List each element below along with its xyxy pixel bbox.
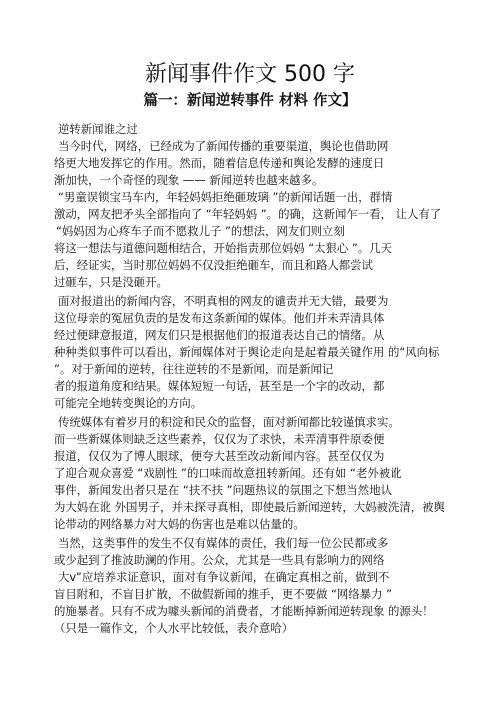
body-line: 了迎合观众喜爱 “戏剧性 ”的口味而故意扭转新闻。还有如 “老外被讹: [54, 466, 402, 480]
body-line: 激动，网友把矛头全部指向了 “年轻妈妈 ”。的确，这新闻乍一看， 让人有了: [54, 207, 442, 221]
body-line: 将这一想法与道德问题相结合，开始指责那位妈妈 “太狠心 ”。几天: [54, 241, 392, 255]
body-line: 后，经证实，当时那位妈妈不仅没拒绝砸车，而且和路人都尝试: [54, 258, 373, 272]
body-line: 传统媒体有着岁月的积淀和民众的监督，面对新闻都比较谨慎求实。: [58, 415, 400, 429]
body-line: 为大妈在讹 外国男子，并未探寻真相，即使最后新闻逆转，大妈被洗清，被舆: [54, 500, 445, 514]
section-heading: 篇一：新闻逆转事件 材料 作文】: [143, 93, 357, 109]
body-line: 的施暴者。只有不成为噱头新闻的消费者，才能断掉新闻逆转现象 的源头！: [54, 604, 434, 618]
body-line: 络更大地发挥它的作用。然而，随着信息传递和舆论发酵的速度日: [54, 156, 385, 170]
body-line: 而一些新媒体则缺乏这些素养，仅仅为了求快，未弄清事件原委便: [54, 432, 385, 446]
body-line: 可能完全地转变舆论的方向。: [54, 396, 203, 410]
body-line: 种种类似事件可以看出，新闻媒体对于舆论走向是起着最关键作用 的“风向标: [54, 345, 440, 359]
body-line: 经过便肆意报道，网友们只是根据他们的报道表达自己的情绪。从: [54, 328, 385, 342]
body-line: 当然，这类事件的发生不仅有媒体的责任，我们每一位公民都或多: [58, 536, 389, 550]
body-line: 报道，仅仅为了博人眼球，便夸大甚至改动新闻内容。甚至仅仅为: [54, 449, 385, 463]
body-line: 逆转新闻谁之过: [58, 122, 138, 136]
body-line: “妈妈因为心疼车子而不愿救儿子 ”的想法，网友们则立刻: [56, 224, 345, 238]
body-line: 过砸车，只是没砸开。: [54, 275, 168, 289]
body-line: 盲目附和，不盲目扩散，不做假新闻的推手，更不要做 “网络暴力 ”: [54, 587, 392, 601]
body-line: 这位母亲的冤屈负责的是发布这条新闻的媒体。他们并未弄清具体: [54, 311, 385, 325]
body-line: 者的报道角度和结果。媒体短短一句话，甚至是一个字的改动，都: [54, 379, 385, 393]
body-line: 论带动的网络暴力对大妈的伤害也是难以估量的。: [54, 517, 305, 531]
body-line: 大v”应培养求证意识，面对有争议新闻，在确定真相之前，做到不: [58, 570, 390, 584]
body-line: 当今时代，网络，已经成为了新闻传播的重要渠道，舆论也借助网: [58, 139, 389, 153]
body-line: “男童误锁宝马车内，年轻妈妈拒绝砸玻璃 ”的新闻话题一出，群情: [58, 190, 393, 204]
body-line: 渐加快，一个奇怪的现象 —— 新闻逆转也越来越多。: [54, 173, 324, 187]
body-line: （只是一篇作文，个人水平比较低，表介意哈）: [54, 621, 294, 635]
page-title: 新闻事件作文 500 字: [145, 62, 355, 87]
body-line: 或少起到了推波助澜的作用。公众，尤其是一些具有影响力的网络: [54, 553, 385, 567]
body-line: ”。对于新闻的逆转，往往逆转的不是新闻，而是新闻记: [54, 362, 334, 376]
body-line: 事件，新闻发出者只是在 “扶不扶 ”问题热议的氛围之下想当然地认: [54, 483, 392, 497]
body-line: 面对报道出的新闻内容，不明真相的网友的谴责并无大错，最要为: [58, 294, 389, 308]
